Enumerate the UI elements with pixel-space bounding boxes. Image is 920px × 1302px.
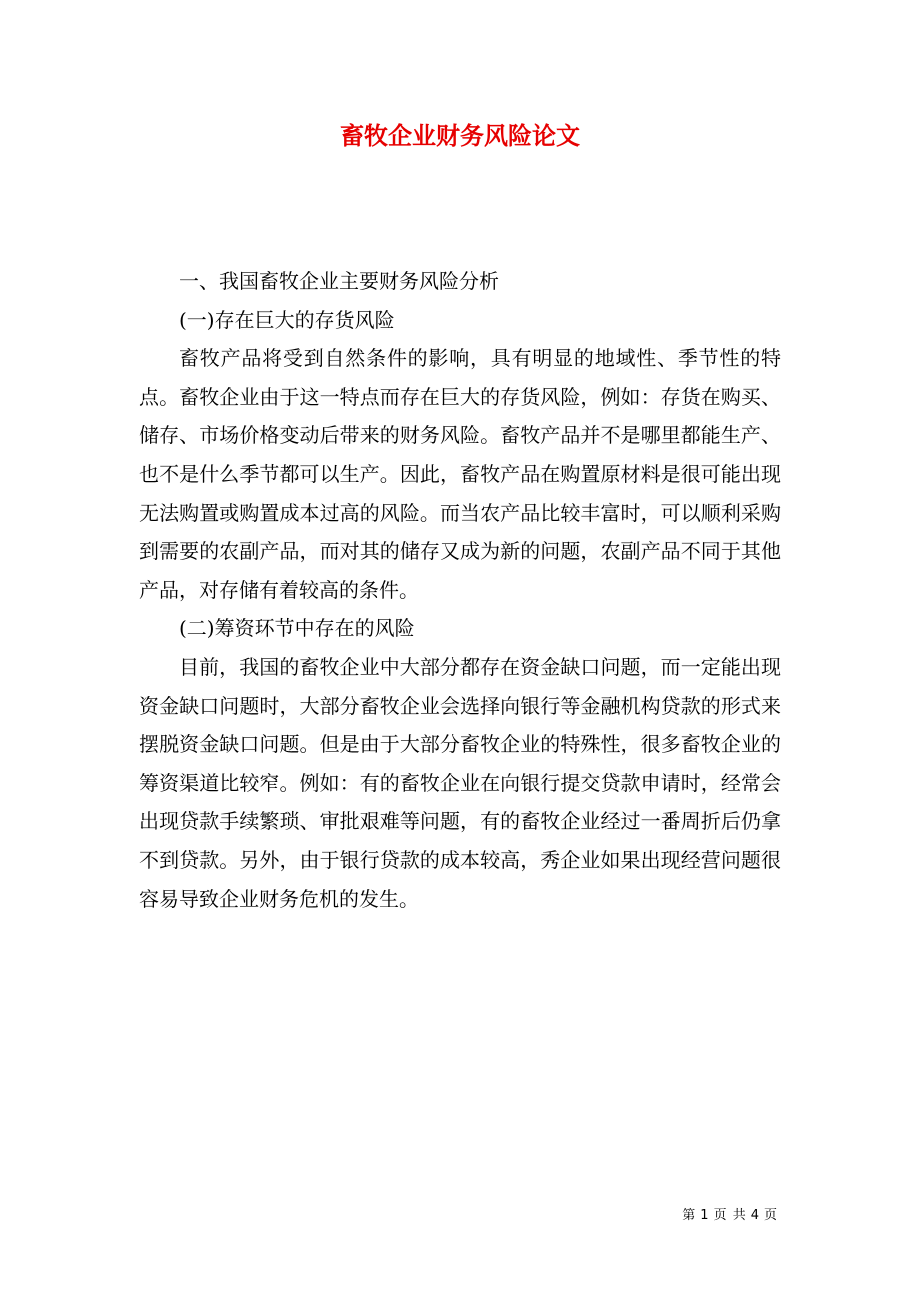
footer-total-pages: 4 bbox=[750, 1208, 760, 1223]
page-footer bbox=[682, 1206, 778, 1226]
footer-middle: 页 共 bbox=[713, 1208, 747, 1223]
paragraph-inventory-risk: 畜牧产品将受到自然条件的影响，具有明显的地域性、季节性的特点。畜牧企业由于这一特点而存在巨大的存货风险，例如：存货在购买、储存、市场价格变动后带来的财务风险。畜牧产品并不是哪里都能生产、也不是什么季节都可以生产。因此，畜牧产品在购置原材料是很可能出现无法购置或购置成本过高的风险。而当农产品比较丰富时，可以顺利采购到需要的农副产品，而对其的储存又成为新的问题，农副产品不同于其他产品，对存储有着较高的条件。 bbox=[139, 346, 781, 602]
footer-suffix: 页 bbox=[763, 1208, 778, 1223]
paragraph-financing-risk: 目前，我国的畜牧企业中大部分都存在资金缺口问题，而一定能出现资金缺口问题时，大部分畜牧企业会选择向银行等金融机构贷款的形式来摆脱资金缺口问题。但是由于大部分畜牧企业的特殊性，很多畜牧企业的筹资渠道比较窄。例如：有的畜牧企业在向银行提交贷款申请时，经常会出现贷款手续繁琐、审批艰难等问题，有的畜牧企业经过一番周折后仍拿不到贷款。另外，由于银行贷款的成本较高，秀企业如果出现经营问题很容易导致企业财务危机的发生。 bbox=[139, 654, 781, 911]
document-title: 畜牧企业财务风险论文 bbox=[340, 121, 580, 150]
document-body bbox=[139, 262, 781, 918]
footer-page-number: 1 bbox=[700, 1208, 710, 1223]
footer-prefix: 第 bbox=[682, 1208, 697, 1223]
subsection-heading-financing-risk: (二)筹资环节中存在的风险 bbox=[179, 616, 415, 641]
section-heading: 一、我国畜牧企业主要财务风险分析 bbox=[179, 269, 499, 293]
subsection-heading-inventory-risk: (一)存在巨大的存货风险 bbox=[179, 307, 395, 332]
